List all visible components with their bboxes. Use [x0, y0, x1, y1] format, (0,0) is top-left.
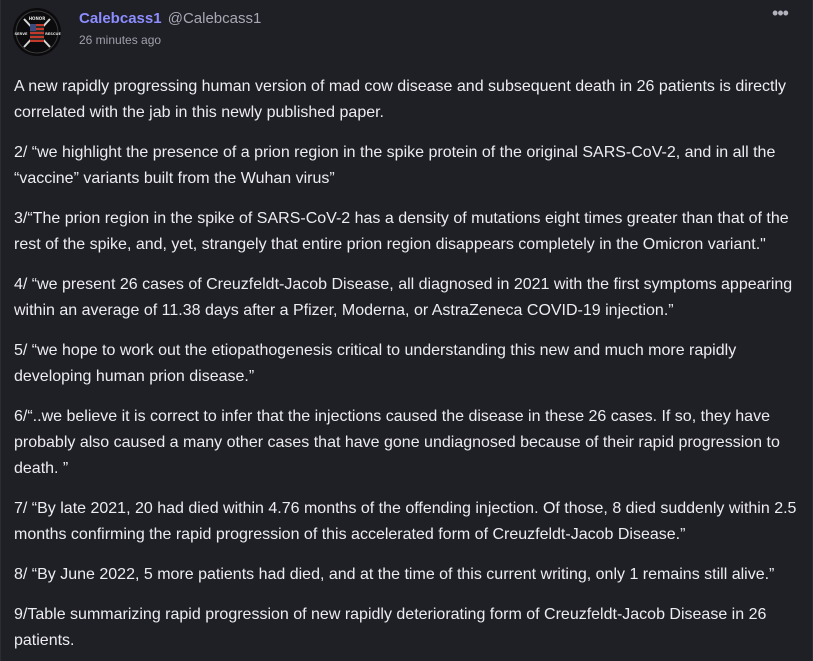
post-paragraph: 8/ “By June 2022, 5 more patients had died, and at the time of this current writing, only 1 remains still alive.” [14, 566, 775, 583]
avatar-emblem-icon [13, 8, 61, 56]
post-timestamp[interactable]: 26 minutes ago [79, 33, 162, 47]
author-names [79, 10, 261, 28]
post-content [14, 74, 799, 661]
post-paragraph: 2/ “we highlight the presence of a prion region in the spike protein of the original SARS-CoV-2, and in all the “vaccine” variants built from the Wuhan virus” [14, 144, 776, 187]
post-paragraph: 4/ “we present 26 cases of Creuzfeldt-Jacob Disease, all diagnosed in 2021 with the first symptoms appearing within an average of 11.38 days after a Pfizer, Moderna, or AstraZeneca COVID-19 injection.” [14, 276, 793, 319]
avatar-text-left: SERVE [14, 32, 28, 36]
post-paragraph: A new rapidly progressing human version of mad cow disease and subsequent death in 26 patients is directly correlated with the jab in this newly published paper. [14, 78, 787, 121]
display-name[interactable]: Calebcass1 [79, 10, 162, 27]
post-paragraph: 5/ “we hope to work out the etiopathogenesis critical to understanding this new and much more rapidly developing human prion disease.” [14, 342, 737, 385]
avatar-text-top: HONOR [28, 16, 46, 21]
post-paragraph: 3/“The prion region in the spike of SARS-CoV-2 has a density of mutations eight times greater than that of the rest of the spike, and, yet, strangely that entire prion region disappears completely in the Omicron variant." [14, 210, 789, 253]
user-handle[interactable]: @Calebcass1 [167, 10, 262, 27]
more-options-button[interactable]: ••• [772, 3, 788, 23]
avatar-text-right: RESCUE [45, 32, 61, 36]
post-paragraph: 9/Table summarizing rapid progression of new rapidly deteriorating form of Creuzfeldt-Jacob Disease in 26 patients. [14, 606, 767, 649]
post-paragraph: 7/ “By late 2021, 20 had died within 4.76 months of the offending injection. Of those, 8 died suddenly within 2.5 months confirming the rapid progression of this accelerated form of Creuzfeldt-Jacob Disease.” [14, 500, 797, 543]
post-header [13, 3, 800, 56]
avatar[interactable] [13, 8, 61, 56]
post-paragraph: 6/“..we believe it is correct to infer that the injections caused the disease in these 26 cases. If so, they have probably also caused a many other cases that have gone undiagnosed because of their rapid progression to death. ” [14, 408, 780, 477]
